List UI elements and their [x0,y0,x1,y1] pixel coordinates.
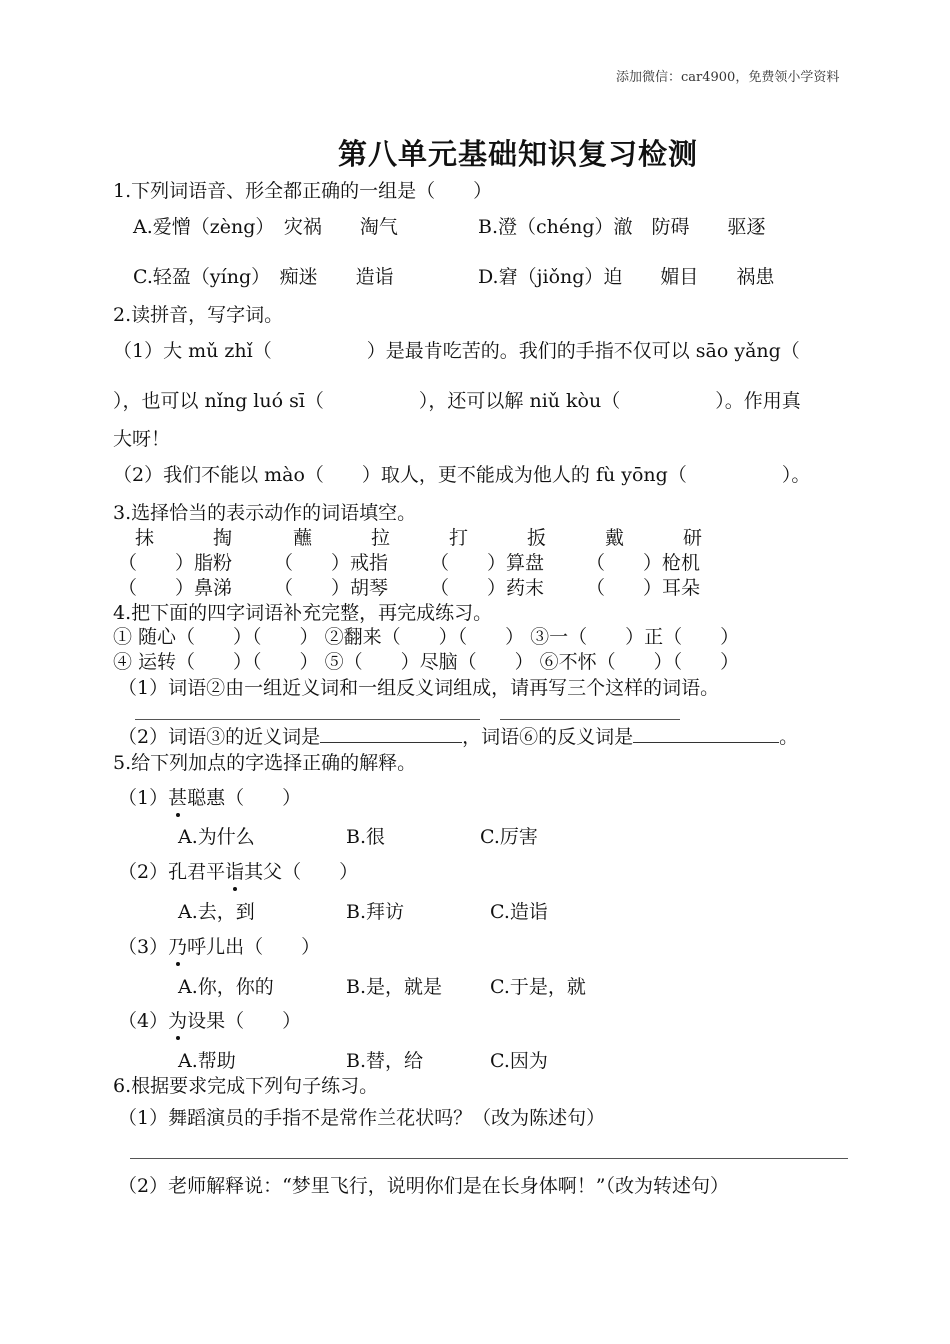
question-2-part-2: （2）我们不能以 mào（ ）取人，更不能成为他人的 fù yōng（ ）。 [113,464,811,486]
fill-item: （ ）戒指 [274,552,389,574]
question-1-option-c: C.轻盈（yíng） 痴迷 造诣 [133,266,394,288]
dotted-char: 乃 [168,932,187,959]
option: C.造诣 [490,901,548,923]
watermark: 添加微信：car4900，免费领小学资料 [616,70,840,85]
verb-word: 抹 [135,527,155,549]
verb-word: 研 [683,527,703,549]
page-title: 第八单元基础知识复习检测 [338,137,699,171]
fill-item: （ ）耳朵 [586,577,701,599]
item-prefix: （1） [118,787,169,809]
question-1-option-a: A.爱憎（zèng） 灾祸 淘气 [133,216,398,238]
question-6-sentence-1: （1）舞蹈演员的手指不是常作兰花状吗？（改为陈述句） [118,1107,606,1129]
option: C.厉害 [480,826,538,848]
option: A.你，你的 [178,976,274,998]
item-prefix: （4） [118,1010,169,1032]
sub-2-text-a: （2）词语③的近义词是 [118,726,321,748]
option: B.拜访 [346,901,405,923]
option: C.于是，就 [490,976,586,998]
option: A.帮助 [178,1050,236,1072]
dotted-char: 甚 [168,783,187,810]
option: B.是，就是 [346,976,443,998]
dotted-char: 为 [168,1006,187,1033]
fill-item: （ ）鼻涕 [118,577,233,599]
question-5-item-1 [118,783,301,810]
idiom-row-1: ① 随心（ ）（ ） ②翻来（ ）（ ） ③一（ ）正（ ） [113,626,740,648]
item-rest: 聪惠（ ） [187,787,302,809]
question-5-stem: 5.给下列加点的字选择正确的解释。 [113,752,417,774]
item-rest: 其父（ ） [244,861,359,883]
answer-line[interactable] [135,719,480,720]
question-5-item-3 [118,932,320,959]
question-1-option-d: D.窘（jiǒng）迫 媚目 祸患 [478,266,775,288]
question-3-stem: 3.选择恰当的表示动作的词语填空。 [113,502,417,524]
verb-word: 打 [449,527,469,549]
answer-line[interactable] [130,1158,848,1159]
fill-item: （ ）药末 [430,577,545,599]
question-1-option-b: B.澄（chéng）澈 防碍 驱逐 [478,216,766,238]
question-2-stem: 2.读拼音，写字词。 [113,304,284,326]
option: B.很 [346,826,386,848]
question-6-stem: 6.根据要求完成下列句子练习。 [113,1075,379,1097]
sub-2-end: 。 [779,726,799,748]
answer-blank[interactable] [320,724,462,743]
verb-word: 掏 [213,527,233,549]
idiom-row-2: ④ 运转（ ）（ ） ⑤（ ）尽脑（ ） ⑥不怀（ ）（ ） [113,651,740,673]
question-2-part-1-line-1: （1）大 mǔ zhǐ（ ）是最肯吃苦的。我们的手指不仅可以 sāo yǎng（ [113,340,800,362]
answer-blank[interactable] [633,724,779,743]
fill-item: （ ）枪机 [586,552,701,574]
option: B.替，给 [346,1050,424,1072]
fill-item: （ ）胡琴 [274,577,389,599]
item-prefix: （3） [118,936,169,958]
question-4-stem: 4.把下面的四字词语补充完整，再完成练习。 [113,602,493,624]
option: A.为什么 [178,826,255,848]
dotted-char: 诣 [225,857,244,884]
option: A.去，到 [178,901,255,923]
verb-word: 蘸 [293,527,313,549]
verb-word: 戴 [605,527,625,549]
question-5-item-4 [118,1006,301,1033]
answer-line[interactable] [500,719,680,720]
fill-item: （ ）脂粉 [118,552,233,574]
sub-2-text-b: ，词语⑥的反义词是 [462,726,634,748]
question-6-sentence-2: （2）老师解释说：“梦里飞行，说明你们是在长身体啊！”（改为转述句） [118,1175,730,1197]
option: C.因为 [490,1050,548,1072]
question-4-sub-2 [118,722,798,749]
question-2-part-1-line-2: ），也可以 nǐng luó sī（ ），还可以解 niǔ kòu（ ）。作用真 [113,390,801,412]
item-rest: 呼儿出（ ） [187,936,321,958]
question-4-sub-1: （1）词语②由一组近义词和一组反义词组成，请再写三个这样的词语。 [118,677,720,699]
verb-word: 扳 [527,527,547,549]
verb-word: 拉 [371,527,391,549]
question-5-item-2 [118,857,358,884]
item-rest: 设果（ ） [187,1010,302,1032]
fill-item: （ ）算盘 [430,552,545,574]
question-2-part-1-line-3: 大呀！ [113,428,171,450]
question-1-stem: 1.下列词语音、形全都正确的一组是（ ） [113,180,493,202]
item-prefix: （2）孔君平 [118,861,226,883]
